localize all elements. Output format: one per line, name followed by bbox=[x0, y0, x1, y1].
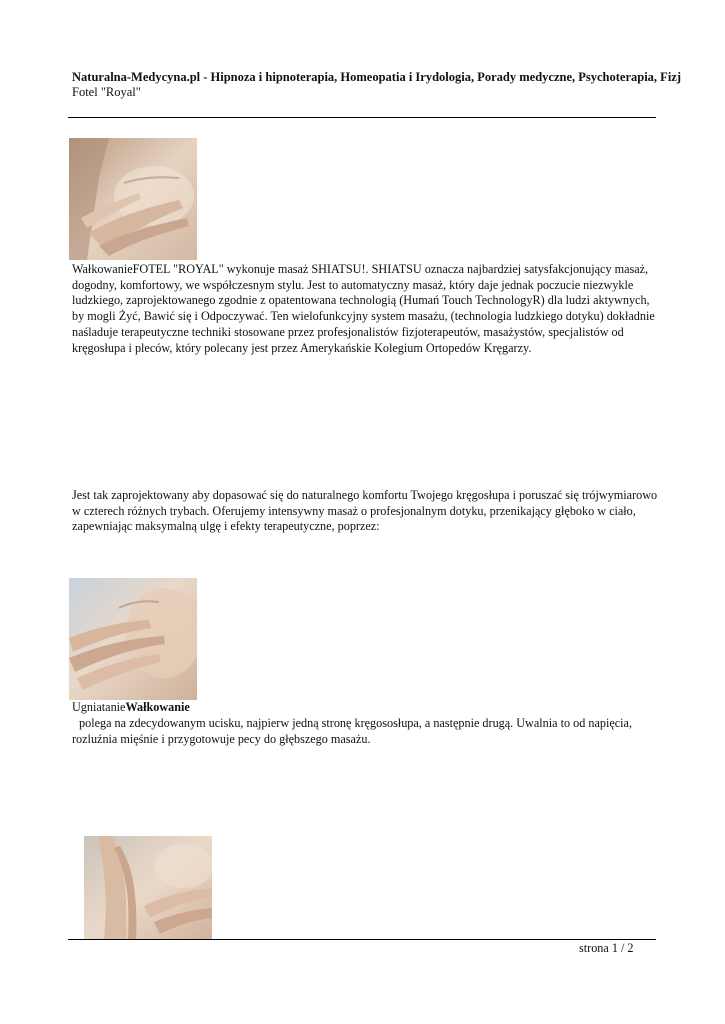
paragraph-intro: WałkowanieFOTEL "ROYAL" wykonuje masaż SHIATSU!. SHIATSU oznacza najbardziej satysfakcjonujący masaż, dogodny, komfortowy, we współczesnym stylu. Jest to automatyczny masaż, który daje jednak poczucie niezwykle ludzkiego, zaprojektowanego zgodnie z opatentowana technologią (Humań Touch TechnologyR) dla ludzi aktywnych, by mogli Żyć, Bawić się i Odpoczywać. Ten wielofunkcyjny system masażu, (technologia ludzkiego dotyku) dokładnie naśladuje terapeutyczne techniki stosowane przez profesjonalistów fizjoterapeutów, masażystów, specjalistów od kręgosłupa i pleców, który polecany jest przez Amerykańskie Kolegium Ortopedów Kręgarzy. bbox=[72, 262, 655, 355]
footer-divider bbox=[68, 939, 656, 940]
technique-description-line-2: rozluźnia mięśnie i przygotowuje pecy do głębszego masażu. bbox=[72, 732, 371, 746]
document-title: Fotel "Royal" bbox=[72, 85, 141, 99]
massage-photo-3 bbox=[84, 836, 212, 940]
paragraph-design: Jest tak zaprojektowany aby dopasować się do naturalnego komfortu Twojego kręgosłupa i poruszać się trójwymiarowo w czterech różnych trybach. Oferujemy intensywny masaż o profesjonalnym dotyku, przenikający głęboko w ciało, zapewniając maksymalną ulgę i efekty terapeutyczne, poprzez: bbox=[72, 488, 658, 534]
header-divider bbox=[68, 117, 656, 118]
technique-description-line-1: polega na zdecydowanym ucisku, najpierw jedną stronę kręgososłupa, a następnie drugą. Uwalnia to od napięcia, bbox=[79, 716, 632, 730]
caption-ugniatanie: Ugniatanie bbox=[72, 700, 126, 714]
caption-walkowanie: Wałkowanie bbox=[125, 700, 190, 714]
massage-photo-1 bbox=[69, 138, 197, 260]
massage-photo-2 bbox=[69, 578, 197, 700]
site-title: Naturalna-Medycyna.pl - Hipnoza i hipnoterapia, Homeopatia i Irydologia, Porady medyczne, Psychoterapia, Fizj bbox=[72, 70, 681, 84]
technique-caption bbox=[72, 700, 190, 716]
page-number: strona 1 / 2 bbox=[579, 941, 634, 955]
